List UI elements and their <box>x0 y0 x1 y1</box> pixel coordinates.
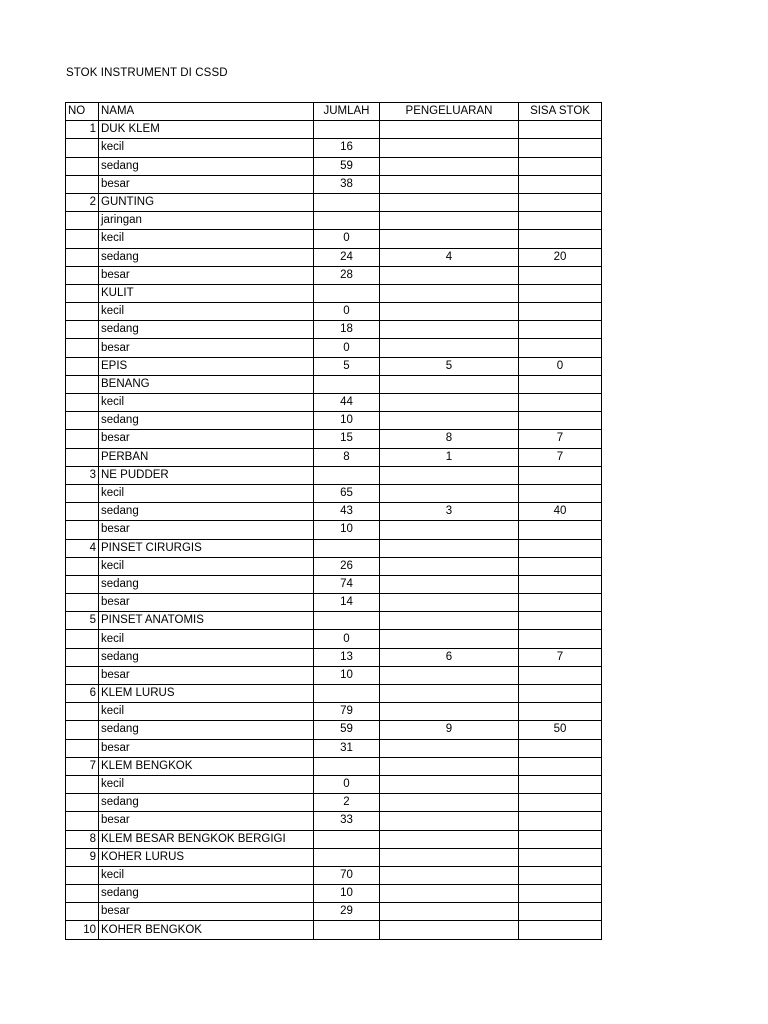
cell-sisa-stok <box>519 757 602 775</box>
cell-jumlah: 0 <box>314 303 380 321</box>
cell-sisa-stok <box>519 703 602 721</box>
table-row <box>66 157 602 175</box>
cell-no <box>66 739 99 757</box>
cell-sisa-stok <box>519 339 602 357</box>
cell-pengeluaran <box>380 794 519 812</box>
cell-pengeluaran: 3 <box>380 503 519 521</box>
table-row <box>66 466 602 484</box>
header-nama: NAMA <box>99 103 314 121</box>
table-row <box>66 484 602 502</box>
cell-pengeluaran: 1 <box>380 448 519 466</box>
cell-jumlah: 18 <box>314 321 380 339</box>
cell-sisa-stok <box>519 630 602 648</box>
cell-sisa-stok <box>519 739 602 757</box>
cell-sisa-stok: 0 <box>519 357 602 375</box>
cell-pengeluaran: 6 <box>380 648 519 666</box>
cell-no <box>66 448 99 466</box>
table-row <box>66 212 602 230</box>
cell-jumlah: 8 <box>314 448 380 466</box>
cell-pengeluaran <box>380 303 519 321</box>
table-row <box>66 121 602 139</box>
cell-pengeluaran <box>380 321 519 339</box>
cell-pengeluaran <box>380 212 519 230</box>
table-row <box>66 503 602 521</box>
cell-sisa-stok <box>519 212 602 230</box>
cell-nama: besar <box>99 521 314 539</box>
table-row <box>66 284 602 302</box>
cell-no: 1 <box>66 121 99 139</box>
table-row <box>66 885 602 903</box>
cell-nama: DUK KLEM <box>99 121 314 139</box>
cell-pengeluaran <box>380 466 519 484</box>
cell-sisa-stok <box>519 594 602 612</box>
cell-no <box>66 248 99 266</box>
table-row <box>66 866 602 884</box>
cell-jumlah: 13 <box>314 648 380 666</box>
cell-pengeluaran <box>380 157 519 175</box>
cell-pengeluaran <box>380 139 519 157</box>
cell-pengeluaran <box>380 284 519 302</box>
cell-sisa-stok <box>519 794 602 812</box>
cell-jumlah: 14 <box>314 594 380 612</box>
cell-jumlah: 0 <box>314 230 380 248</box>
cell-sisa-stok <box>519 121 602 139</box>
cell-pengeluaran: 4 <box>380 248 519 266</box>
cell-no <box>66 812 99 830</box>
cell-no <box>66 139 99 157</box>
cell-pengeluaran <box>380 339 519 357</box>
cell-jumlah: 15 <box>314 430 380 448</box>
cell-sisa-stok <box>519 139 602 157</box>
stock-table <box>65 102 602 940</box>
cell-sisa-stok <box>519 775 602 793</box>
table-row <box>66 321 602 339</box>
header-no: NO <box>66 103 99 121</box>
cell-nama: besar <box>99 266 314 284</box>
cell-jumlah <box>314 375 380 393</box>
cell-pengeluaran <box>380 703 519 721</box>
cell-no <box>66 557 99 575</box>
cell-no: 8 <box>66 830 99 848</box>
table-row <box>66 303 602 321</box>
cell-sisa-stok <box>519 557 602 575</box>
cell-jumlah: 29 <box>314 903 380 921</box>
cell-no <box>66 412 99 430</box>
cell-pengeluaran <box>380 394 519 412</box>
cell-pengeluaran <box>380 557 519 575</box>
cell-nama: KLEM LURUS <box>99 685 314 703</box>
table-row <box>66 575 602 593</box>
cell-sisa-stok <box>519 193 602 211</box>
cell-pengeluaran <box>380 412 519 430</box>
cell-nama: sedang <box>99 575 314 593</box>
cell-nama: jaringan <box>99 212 314 230</box>
cell-nama: besar <box>99 903 314 921</box>
table-row <box>66 594 602 612</box>
table-row <box>66 394 602 412</box>
cell-no <box>66 521 99 539</box>
cell-no <box>66 303 99 321</box>
cell-no <box>66 339 99 357</box>
cell-jumlah <box>314 830 380 848</box>
cell-jumlah <box>314 848 380 866</box>
table-row <box>66 193 602 211</box>
cell-nama: sedang <box>99 794 314 812</box>
cell-sisa-stok <box>519 266 602 284</box>
cell-sisa-stok <box>519 612 602 630</box>
cell-pengeluaran <box>380 775 519 793</box>
cell-nama: sedang <box>99 157 314 175</box>
cell-sisa-stok <box>519 812 602 830</box>
table-row <box>66 230 602 248</box>
cell-no <box>66 321 99 339</box>
cell-no <box>66 430 99 448</box>
cell-pengeluaran <box>380 230 519 248</box>
cell-no <box>66 394 99 412</box>
cell-sisa-stok <box>519 921 602 939</box>
cell-jumlah <box>314 685 380 703</box>
cell-nama: besar <box>99 812 314 830</box>
cell-no <box>66 903 99 921</box>
cell-pengeluaran <box>380 121 519 139</box>
cell-sisa-stok <box>519 466 602 484</box>
cell-no <box>66 721 99 739</box>
cell-pengeluaran: 8 <box>380 430 519 448</box>
cell-nama: sedang <box>99 721 314 739</box>
cell-nama: sedang <box>99 648 314 666</box>
cell-no <box>66 284 99 302</box>
cell-jumlah: 31 <box>314 739 380 757</box>
cell-no <box>66 157 99 175</box>
cell-pengeluaran <box>380 193 519 211</box>
table-row <box>66 685 602 703</box>
cell-nama: kecil <box>99 139 314 157</box>
cell-jumlah: 65 <box>314 484 380 502</box>
cell-jumlah: 79 <box>314 703 380 721</box>
cell-no: 6 <box>66 685 99 703</box>
cell-nama: KLEM BESAR BENGKOK BERGIGI <box>99 830 314 848</box>
cell-jumlah <box>314 921 380 939</box>
cell-sisa-stok <box>519 175 602 193</box>
cell-no: 3 <box>66 466 99 484</box>
table-row <box>66 612 602 630</box>
cell-jumlah: 74 <box>314 575 380 593</box>
cell-jumlah: 0 <box>314 339 380 357</box>
cell-pengeluaran <box>380 903 519 921</box>
cell-nama: kecil <box>99 866 314 884</box>
cell-sisa-stok <box>519 157 602 175</box>
cell-jumlah <box>314 284 380 302</box>
cell-nama: BENANG <box>99 375 314 393</box>
cell-sisa-stok <box>519 412 602 430</box>
cell-pengeluaran <box>380 594 519 612</box>
cell-sisa-stok <box>519 321 602 339</box>
cell-nama: sedang <box>99 503 314 521</box>
document-title: STOK INSTRUMENT DI CSSD <box>66 67 228 79</box>
cell-pengeluaran <box>380 612 519 630</box>
cell-jumlah: 0 <box>314 630 380 648</box>
cell-nama: KLEM BENGKOK <box>99 757 314 775</box>
table-row <box>66 903 602 921</box>
table-header-row <box>66 103 602 121</box>
cell-nama: besar <box>99 666 314 684</box>
cell-pengeluaran <box>380 848 519 866</box>
cell-pengeluaran <box>380 266 519 284</box>
cell-jumlah <box>314 757 380 775</box>
cell-nama: KOHER BENGKOK <box>99 921 314 939</box>
cell-pengeluaran <box>380 866 519 884</box>
cell-nama: kecil <box>99 557 314 575</box>
cell-pengeluaran: 9 <box>380 721 519 739</box>
cell-nama: EPIS <box>99 357 314 375</box>
table-row <box>66 357 602 375</box>
cell-pengeluaran <box>380 666 519 684</box>
cell-sisa-stok <box>519 284 602 302</box>
header-pengeluaran: PENGELUARAN <box>380 103 519 121</box>
table-row <box>66 630 602 648</box>
cell-nama: kecil <box>99 484 314 502</box>
table-row <box>66 139 602 157</box>
table-row <box>66 521 602 539</box>
cell-nama: PERBAN <box>99 448 314 466</box>
cell-jumlah: 0 <box>314 775 380 793</box>
cell-no <box>66 484 99 502</box>
cell-nama: besar <box>99 339 314 357</box>
cell-no: 4 <box>66 539 99 557</box>
cell-jumlah <box>314 121 380 139</box>
cell-sisa-stok <box>519 484 602 502</box>
table-row <box>66 375 602 393</box>
cell-no: 7 <box>66 757 99 775</box>
cell-sisa-stok <box>519 885 602 903</box>
cell-pengeluaran: 5 <box>380 357 519 375</box>
cell-jumlah: 5 <box>314 357 380 375</box>
cell-nama: GUNTING <box>99 193 314 211</box>
cell-jumlah: 10 <box>314 666 380 684</box>
cell-nama: sedang <box>99 321 314 339</box>
cell-jumlah <box>314 539 380 557</box>
cell-jumlah: 10 <box>314 412 380 430</box>
cell-no <box>66 357 99 375</box>
table-row <box>66 248 602 266</box>
cell-pengeluaran <box>380 921 519 939</box>
cell-sisa-stok <box>519 848 602 866</box>
table-row <box>66 448 602 466</box>
cell-sisa-stok <box>519 666 602 684</box>
cell-sisa-stok <box>519 539 602 557</box>
cell-sisa-stok <box>519 521 602 539</box>
cell-pengeluaran <box>380 375 519 393</box>
cell-pengeluaran <box>380 685 519 703</box>
cell-sisa-stok: 7 <box>519 430 602 448</box>
cell-no: 2 <box>66 193 99 211</box>
cell-nama: besar <box>99 594 314 612</box>
cell-jumlah: 59 <box>314 157 380 175</box>
cell-no <box>66 212 99 230</box>
cell-sisa-stok <box>519 394 602 412</box>
cell-jumlah: 2 <box>314 794 380 812</box>
table-row <box>66 721 602 739</box>
cell-nama: kecil <box>99 303 314 321</box>
cell-jumlah <box>314 466 380 484</box>
cell-no <box>66 175 99 193</box>
table-row <box>66 666 602 684</box>
cell-pengeluaran <box>380 757 519 775</box>
cell-jumlah: 70 <box>314 866 380 884</box>
cell-nama: besar <box>99 430 314 448</box>
cell-pengeluaran <box>380 484 519 502</box>
table-row <box>66 339 602 357</box>
cell-no <box>66 885 99 903</box>
table-row <box>66 648 602 666</box>
cell-jumlah: 33 <box>314 812 380 830</box>
table-row <box>66 539 602 557</box>
cell-pengeluaran <box>380 539 519 557</box>
cell-no: 5 <box>66 612 99 630</box>
cell-nama: kecil <box>99 703 314 721</box>
cell-jumlah: 24 <box>314 248 380 266</box>
cell-no <box>66 866 99 884</box>
cell-pengeluaran <box>380 885 519 903</box>
cell-nama: kecil <box>99 775 314 793</box>
cell-jumlah: 26 <box>314 557 380 575</box>
table-row <box>66 794 602 812</box>
cell-sisa-stok: 20 <box>519 248 602 266</box>
cell-jumlah: 38 <box>314 175 380 193</box>
cell-sisa-stok: 40 <box>519 503 602 521</box>
cell-sisa-stok <box>519 903 602 921</box>
cell-jumlah <box>314 193 380 211</box>
header-sisa-stok: SISA STOK <box>519 103 602 121</box>
table-row <box>66 557 602 575</box>
table-row <box>66 412 602 430</box>
cell-no <box>66 266 99 284</box>
cell-pengeluaran <box>380 830 519 848</box>
cell-no <box>66 775 99 793</box>
cell-sisa-stok <box>519 230 602 248</box>
header-jumlah: JUMLAH <box>314 103 380 121</box>
cell-jumlah: 44 <box>314 394 380 412</box>
cell-no <box>66 630 99 648</box>
cell-nama: kecil <box>99 394 314 412</box>
cell-nama: PINSET ANATOMIS <box>99 612 314 630</box>
cell-no: 9 <box>66 848 99 866</box>
table-row <box>66 921 602 939</box>
table-row <box>66 739 602 757</box>
cell-pengeluaran <box>380 739 519 757</box>
table-row <box>66 812 602 830</box>
cell-sisa-stok <box>519 866 602 884</box>
table-row <box>66 830 602 848</box>
cell-no <box>66 375 99 393</box>
cell-pengeluaran <box>380 521 519 539</box>
table-row <box>66 175 602 193</box>
cell-sisa-stok: 7 <box>519 448 602 466</box>
table-row <box>66 757 602 775</box>
cell-jumlah: 10 <box>314 521 380 539</box>
cell-jumlah <box>314 612 380 630</box>
cell-jumlah: 43 <box>314 503 380 521</box>
cell-nama: besar <box>99 175 314 193</box>
cell-no <box>66 703 99 721</box>
cell-no <box>66 503 99 521</box>
table-row <box>66 430 602 448</box>
cell-nama: KULIT <box>99 284 314 302</box>
table-body <box>66 121 602 939</box>
cell-jumlah: 59 <box>314 721 380 739</box>
cell-nama: NE PUDDER <box>99 466 314 484</box>
cell-nama: PINSET CIRURGIS <box>99 539 314 557</box>
cell-pengeluaran <box>380 630 519 648</box>
cell-nama: sedang <box>99 412 314 430</box>
cell-nama: kecil <box>99 230 314 248</box>
cell-no <box>66 575 99 593</box>
cell-jumlah <box>314 212 380 230</box>
table-row <box>66 266 602 284</box>
cell-jumlah: 10 <box>314 885 380 903</box>
cell-pengeluaran <box>380 575 519 593</box>
cell-nama: kecil <box>99 630 314 648</box>
cell-sisa-stok: 7 <box>519 648 602 666</box>
cell-no <box>66 230 99 248</box>
table-row <box>66 775 602 793</box>
cell-sisa-stok <box>519 685 602 703</box>
cell-sisa-stok <box>519 830 602 848</box>
cell-pengeluaran <box>380 175 519 193</box>
cell-pengeluaran <box>380 812 519 830</box>
cell-no <box>66 666 99 684</box>
table-row <box>66 848 602 866</box>
cell-sisa-stok: 50 <box>519 721 602 739</box>
cell-sisa-stok <box>519 575 602 593</box>
cell-nama: besar <box>99 739 314 757</box>
table-row <box>66 703 602 721</box>
cell-sisa-stok <box>519 375 602 393</box>
cell-nama: sedang <box>99 248 314 266</box>
cell-nama: KOHER LURUS <box>99 848 314 866</box>
cell-no <box>66 594 99 612</box>
cell-no <box>66 794 99 812</box>
cell-jumlah: 16 <box>314 139 380 157</box>
cell-sisa-stok <box>519 303 602 321</box>
cell-nama: sedang <box>99 885 314 903</box>
cell-jumlah: 28 <box>314 266 380 284</box>
cell-no <box>66 648 99 666</box>
cell-no: 10 <box>66 921 99 939</box>
